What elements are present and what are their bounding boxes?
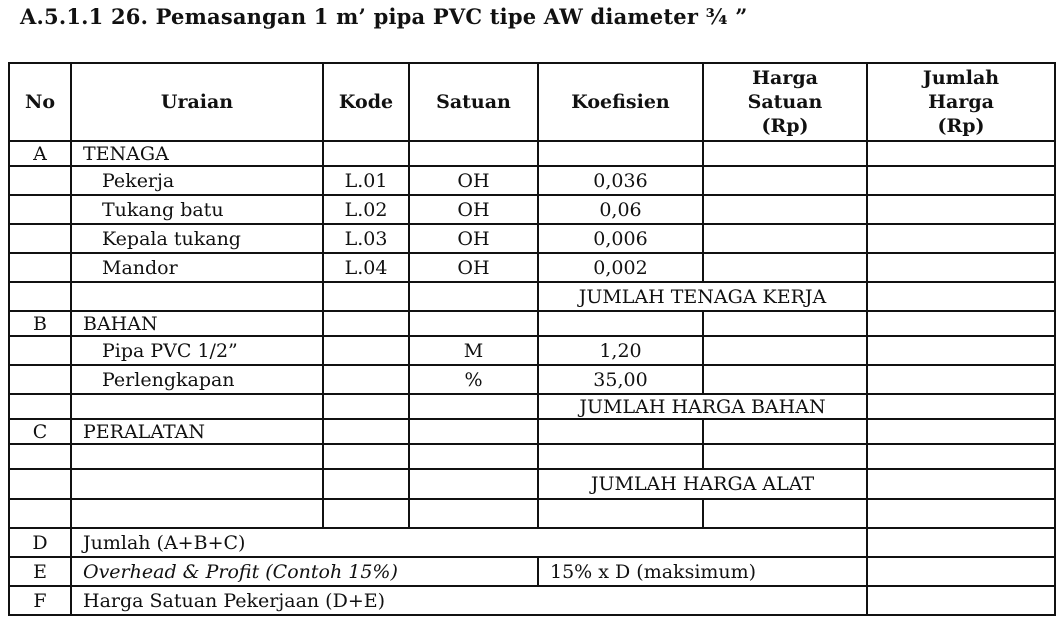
section-c-label: PERALATAN [71,419,323,444]
table-row [9,195,1055,224]
table-row [9,253,1055,282]
item-uraian: Perlengkapan [71,365,323,394]
row-f-no: F [9,586,71,615]
item-satuan: M [409,336,538,365]
row-d-no: D [9,528,71,557]
section-a-total-row [9,282,1055,311]
row-e-formula: 15% x D (maksimum) [538,557,867,586]
item-satuan: OH [409,253,538,282]
table-row [9,499,1055,528]
section-b-no: B [9,311,71,336]
ahsp-table [8,62,1056,616]
section-a-row [9,141,1055,166]
item-satuan: OH [409,224,538,253]
section-c-total-row [9,469,1055,499]
header-satuan: Satuan [409,63,538,141]
header-jumlah-harga-line1: Jumlah [922,67,1000,89]
item-koefisien: 1,20 [538,336,703,365]
item-uraian: Tukang batu [71,195,323,224]
item-satuan: OH [409,166,538,195]
header-jumlah-harga [867,63,1055,141]
section-a-total-label: JUMLAH TENAGA KERJA [538,282,867,311]
table-row [9,365,1055,394]
item-kode [323,365,409,394]
item-kode [323,336,409,365]
header-jumlah-harga-line2: Harga [928,91,994,113]
item-koefisien: 0,002 [538,253,703,282]
item-satuan: OH [409,195,538,224]
item-koefisien: 35,00 [538,365,703,394]
row-d-label: Jumlah (A+B+C) [71,528,867,557]
item-kode: L.02 [323,195,409,224]
item-uraian: Pipa PVC 1/2” [71,336,323,365]
header-kode: Kode [323,63,409,141]
item-koefisien: 0,06 [538,195,703,224]
row-e [9,557,1055,586]
row-e-no: E [9,557,71,586]
section-a-no: A [9,141,71,166]
header-harga-satuan-line2: Satuan [747,91,823,113]
table-row [9,166,1055,195]
header-harga-satuan-line3: (Rp) [761,115,809,137]
item-kode: L.04 [323,253,409,282]
header-row [9,63,1055,141]
page-title: A.5.1.1 26. Pemasangan 1 m’ pipa PVC tipe AW diameter ¾ ” [20,4,748,29]
row-f [9,586,1055,615]
header-harga-satuan-line1: Harga [752,67,818,89]
section-c-total-label: JUMLAH HARGA ALAT [538,469,867,499]
header-jumlah-harga-line3: (Rp) [937,115,985,137]
row-f-label: Harga Satuan Pekerjaan (D+E) [71,586,867,615]
item-uraian: Pekerja [71,166,323,195]
table-row [9,336,1055,365]
section-c-no: C [9,419,71,444]
section-b-total-label: JUMLAH HARGA BAHAN [538,394,867,419]
section-a-label: TENAGA [71,141,323,166]
item-satuan: % [409,365,538,394]
section-b-row [9,311,1055,336]
item-kode: L.03 [323,224,409,253]
row-e-label: Overhead & Profit (Contoh 15%) [71,557,538,586]
header-uraian: Uraian [71,63,323,141]
header-harga-satuan [703,63,867,141]
header-koefisien: Koefisien [538,63,703,141]
table-row [9,224,1055,253]
item-koefisien: 0,006 [538,224,703,253]
item-uraian: Mandor [71,253,323,282]
section-b-total-row [9,394,1055,419]
item-koefisien: 0,036 [538,166,703,195]
section-c-row [9,419,1055,444]
table-row [9,444,1055,469]
header-no: No [9,63,71,141]
item-uraian: Kepala tukang [71,224,323,253]
item-kode: L.01 [323,166,409,195]
row-d [9,528,1055,557]
section-b-label: BAHAN [71,311,323,336]
